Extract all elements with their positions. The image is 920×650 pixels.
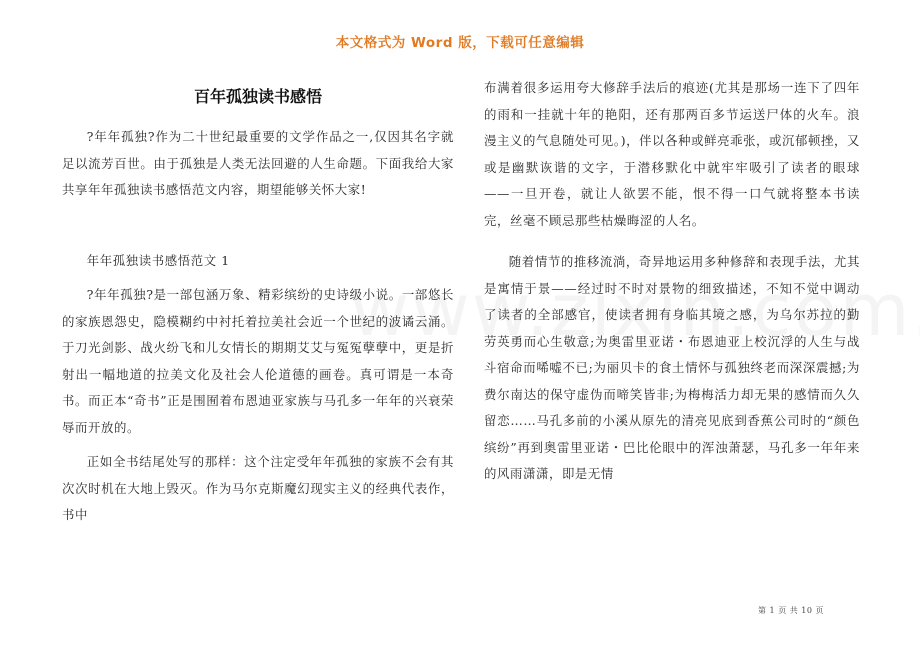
- edit-notice-banner: 本文格式为 Word 版，下载可任意编辑: [335, 35, 585, 51]
- page-number: 第 1 页 共 10 页: [758, 606, 824, 615]
- right-column: [484, 75, 860, 488]
- section-heading: 年年孤独读书感悟范文 1: [86, 252, 230, 268]
- document-title: 百年孤独读书感悟: [193, 87, 322, 106]
- body-paragraph-1: ?年年孤独?是一部包涵万象、精彩缤纷的史诗级小说。一部悠长的家族恩怨史，隐模糊约中衬托着拉美社会近一个世纪的波谲云涌。于刀光剑影、战火纷飞和儿女情长的期期艾艾与冤冤孽孽中，更是折射出一幅地道的拉美文化及社会人伦道德的画卷。真可谓是一本奇书。而正本“奇书”正是围囿着布恩迪亚家族与马孔多一年年的兴衰荣辱而开放的。: [62, 287, 454, 435]
- body-paragraph-2-continued: 布满着很多运用夸大修辞手法后的痕迹(尤其是那场一连下了四年的雨和一挂就十年的艳阳，还有那两百多节运送尸体的火车。浪漫主义的气息随处可见。)，伴以各种或鲜亮乖张，或沉郁顿挫，又或是幽默诙谐的文字，于潜移默化中就牢牢吸引了读者的眼球——一旦开卷，就让人欲罢不能，恨不得一口气就将整本书读完，丝毫不顾忌那些枯燥晦涩的人名。: [484, 80, 860, 228]
- left-column: [62, 78, 454, 529]
- body-paragraph-3: 随着情节的推移流淌，奇异地运用多种修辞和表现手法，尤其是寓情于景——经过时不时对景物的细致描述，不知不觉中调动了读者的全部感官，使读者拥有身临其境之感，为乌尔苏拉的勤劳英勇而心生敬意;为奥雷里亚诺・布恩迪亚上校沉浮的人生与战斗宿命而唏嘘不已;为丽贝卡的食土情怀与孤独终老而深深震撼;为费尔南达的保守虚伪而啼笑皆非;为梅梅活力却无果的感情而久久留恋……马孔多前的小溪从原先的清亮见底到香蕉公司时的“颜色缤纷”再到奥雷里亚诺・巴比伦眼中的浑浊萧瑟，马孔多一年年来的风雨潇潇，即是无情: [484, 254, 860, 481]
- body-paragraph-2: 正如全书结尾处写的那样：这个注定受年年孤独的家族不会有其次次时机在大地上毁灭。作为马尔克斯魔幻现实主义的经典代表作，书中: [62, 454, 454, 522]
- intro-paragraph: ?年年孤独?作为二十世纪最重要的文学作品之一,仅因其名字就足以流芳百世。由于孤独是人类无法回避的人生命题。下面我给大家共享年年孤独读书感悟范文内容，期望能够关怀大家!: [62, 129, 454, 197]
